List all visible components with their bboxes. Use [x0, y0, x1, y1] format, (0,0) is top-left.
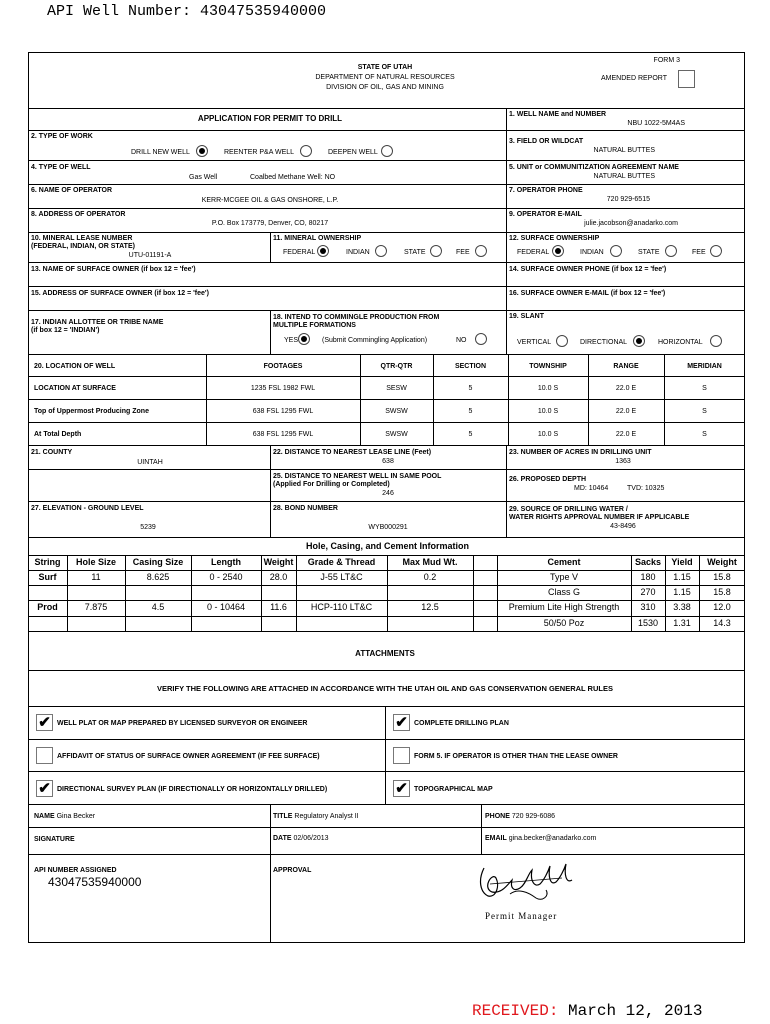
operator-phone-label: 7. OPERATOR PHONE — [509, 187, 583, 194]
operator-phone-value: 720 929-6515 — [606, 196, 650, 203]
casing-cell-max-mud-wt: 12.5 — [421, 602, 439, 612]
lease-line-distance-value: 638 — [382, 458, 394, 465]
water-source-value: 43-8496 — [610, 523, 636, 530]
surface-owner-address-label: 15. ADDRESS OF SURFACE OWNER (if box 12 = 'fee') — [31, 290, 209, 297]
topographical-map-checkbox[interactable] — [393, 780, 410, 797]
loc-cell-qtr-qtr: SWSW — [385, 408, 408, 415]
mineral-state-label: STATE — [404, 249, 426, 256]
surface-owner-phone-label: 14. SURFACE OWNER PHONE (if box 12 = 'fee') — [509, 266, 667, 273]
county-value: UINTAH — [137, 459, 163, 466]
field-label: 3. FIELD OR WILDCAT — [509, 138, 584, 145]
received-date: March 12, 2013 — [568, 1002, 703, 1020]
bond-number-label: 28. BOND NUMBER — [273, 505, 338, 512]
lease-number-value: UTU-01191-A — [128, 252, 172, 259]
commingle-note: (Submit Commingling Application) — [322, 337, 428, 344]
casing-cell-yield: 1.15 — [673, 587, 691, 597]
casing-cell-sacks: 310 — [640, 602, 656, 612]
casing-header-max-mud-wt: Max Mud Wt. — [402, 557, 458, 567]
title-label: TITLE — [273, 813, 293, 820]
coalbed-methane-value: Coalbed Methane Well: NO — [250, 174, 336, 181]
state-title: STATE OF UTAH — [357, 64, 413, 71]
operator-email-label: 9. OPERATOR E-MAIL — [509, 211, 582, 218]
affidavit-label: AFFIDAVIT OF STATUS OF SURFACE OWNER AGREEMENT (IF FEE SURFACE) — [57, 753, 320, 760]
lease-line-distance-label: 22. DISTANCE TO NEAREST LEASE LINE (Feet) — [273, 449, 432, 456]
reenter-label: REENTER P&A WELL — [224, 149, 295, 156]
loc-cell-qtr-qtr: SESW — [386, 385, 407, 392]
topographical-map-label: TOPOGRAPHICAL MAP — [414, 786, 493, 793]
casing-cell-string: Prod — [37, 602, 58, 612]
directional-survey-checkbox[interactable] — [36, 780, 53, 797]
mineral-fee-label: FEE — [456, 249, 470, 256]
surface-state-label: STATE — [638, 249, 660, 256]
casing-header-cement-weight: Weight — [707, 557, 737, 567]
name-label: NAME — [34, 813, 55, 820]
slant-directional-radio[interactable] — [633, 335, 645, 347]
slant-vertical-radio[interactable] — [556, 335, 568, 347]
loc-cell-footages: 638 FSL 1295 FWL — [252, 408, 314, 415]
casing-cell-weight: 28.0 — [269, 572, 288, 582]
received-stamp — [472, 1001, 702, 1021]
casing-cell-cement-weight: 12.0 — [713, 602, 731, 612]
amended-report-checkbox[interactable] — [678, 70, 695, 88]
check-icon: ✔ — [395, 714, 408, 731]
deepen-well-label: DEEPEN WELL — [328, 149, 378, 156]
loc-cell-range: 22.0 E — [615, 431, 637, 438]
check-icon: ✔ — [38, 780, 51, 797]
loc-cell-location-label: At Total Depth — [34, 431, 82, 438]
commingle-label: 18. INTEND TO COMMINGLE PRODUCTION FROM — [273, 314, 440, 321]
surface-fee-radio[interactable] — [710, 245, 722, 257]
loc-cell-township: 10.0 S — [537, 431, 559, 438]
casing-cell-length: 0 - 2540 — [209, 572, 243, 582]
division-title: DIVISION OF OIL, GAS AND MINING — [326, 84, 444, 91]
casing-cell-grade-thread: J-55 LT&C — [320, 572, 363, 582]
title-field — [273, 812, 359, 821]
well-plat-label: WELL PLAT OR MAP PREPARED BY LICENSED SURVEYOR OR ENGINEER — [57, 720, 308, 727]
manager-signature — [470, 858, 590, 908]
loc-header-township: TOWNSHIP — [529, 363, 567, 370]
elevation-label: 27. ELEVATION - GROUND LEVEL — [31, 505, 144, 512]
casing-cell-cement: Premium Lite High Strength — [508, 602, 620, 612]
casing-cell-cement-weight: 15.8 — [713, 572, 731, 582]
form-number: FORM 3 — [653, 57, 680, 64]
casing-header-length: Length — [211, 557, 241, 567]
surface-state-radio[interactable] — [665, 245, 677, 257]
county-label: 21. COUNTY — [31, 449, 73, 456]
mineral-federal-radio[interactable] — [317, 245, 329, 257]
mineral-federal-label: FEDERAL — [283, 249, 316, 256]
attachments-verify-text: VERIFY THE FOLLOWING ARE ATTACHED IN ACCORDANCE WITH THE UTAH OIL AND GAS CONSERVATION GENERAL RULES — [157, 684, 613, 693]
mineral-indian-radio[interactable] — [375, 245, 387, 257]
loc-cell-section: 5 — [468, 385, 473, 392]
form-5-label: FORM 5. IF OPERATOR IS OTHER THAN THE LEASE OWNER — [414, 753, 618, 760]
nearest-well-value: 246 — [382, 490, 394, 497]
mineral-fee-radio[interactable] — [475, 245, 487, 257]
casing-cell-casing-size: 4.5 — [151, 602, 165, 612]
loc-cell-location-label: Top of Uppermost Producing Zone — [34, 408, 149, 415]
casing-cell-grade-thread: HCP-110 LT&C — [310, 602, 373, 612]
loc-cell-section: 5 — [468, 431, 473, 438]
casing-header-hole-size: Hole Size — [75, 557, 116, 567]
tribe-name-sublabel: (if box 12 = 'INDIAN') — [31, 327, 100, 334]
operator-address-value: P.O. Box 173779, Denver, CO, 80217 — [211, 220, 329, 227]
casing-cell-string: Surf — [38, 572, 57, 582]
slant-vertical-label: VERTICAL — [517, 339, 552, 346]
commingle-no-label: NO — [456, 337, 467, 344]
casing-cell-cement: Class G — [547, 587, 580, 597]
casing-cell-length: 0 - 10464 — [206, 602, 246, 612]
api-well-number-header: API Well Number: 43047535940000 — [47, 3, 327, 20]
acres-value: 1363 — [615, 458, 631, 465]
surface-owner-email-label: 16. SURFACE OWNER E-MAIL (if box 12 = 'fee') — [509, 290, 666, 297]
elevation-value: 5239 — [140, 524, 156, 531]
field-value: NATURAL BUTTES — [593, 147, 655, 154]
phone-field — [485, 812, 555, 821]
loc-cell-township: 10.0 S — [537, 385, 559, 392]
loc-cell-meridian: S — [702, 431, 707, 438]
mineral-indian-label: INDIAN — [346, 249, 370, 256]
casing-header-string: String — [34, 557, 61, 567]
casing-header-sacks: Sacks — [634, 557, 662, 567]
drilling-plan-label: COMPLETE DRILLING PLAN — [414, 720, 509, 727]
casing-cell-cement: 50/50 Poz — [543, 618, 585, 628]
casing-header-cement: Cement — [547, 557, 581, 567]
lease-number-sublabel: (FEDERAL, INDIAN, OR STATE) — [31, 243, 135, 250]
date-label: DATE — [273, 835, 292, 842]
casing-cell-cement-weight: 14.3 — [713, 618, 731, 628]
check-icon: ✔ — [38, 714, 51, 731]
casing-cell-weight: 11.6 — [270, 602, 287, 612]
well-name-value: NBU 1022-5M4AS — [627, 120, 685, 127]
unit-agreement-value: NATURAL BUTTES — [593, 173, 655, 180]
loc-cell-section: 5 — [468, 408, 473, 415]
slant-horizontal-radio[interactable] — [710, 335, 722, 347]
mineral-ownership-label: 11. MINERAL OWNERSHIP — [273, 235, 362, 242]
email-label: EMAIL — [485, 835, 507, 842]
email-field — [485, 834, 596, 843]
check-icon: ✔ — [395, 780, 408, 797]
surface-fee-label: FEE — [692, 249, 706, 256]
casing-cell-max-mud-wt: 0.2 — [423, 572, 437, 582]
unit-agreement-label: 5. UNIT or COMMUNITIZATION AGREEMENT NAME — [509, 164, 679, 171]
casing-header-yield: Yield — [671, 557, 693, 567]
loc-cell-meridian: S — [702, 385, 707, 392]
casing-cell-cement: Type V — [549, 572, 578, 582]
surface-ownership-label: 12. SURFACE OWNERSHIP — [509, 235, 600, 242]
drill-new-well-label: DRILL NEW WELL — [131, 149, 190, 156]
drilling-plan-checkbox[interactable] — [393, 714, 410, 731]
surface-owner-name-label: 13. NAME OF SURFACE OWNER (if box 12 = 'fee') — [31, 266, 196, 273]
casing-cell-casing-size: 8.625 — [146, 572, 170, 582]
slant-label: 19. SLANT — [509, 313, 545, 320]
casing-cell-sacks: 180 — [640, 572, 656, 582]
department-title: DEPARTMENT OF NATURAL RESOURCES — [315, 74, 455, 81]
loc-cell-range: 22.0 E — [615, 408, 637, 415]
approval-label: APPROVAL — [273, 867, 312, 874]
slant-directional-label: DIRECTIONAL — [580, 339, 628, 346]
casing-cell-hole-size: 7.875 — [84, 602, 108, 612]
surface-federal-radio[interactable] — [552, 245, 564, 257]
casing-title: Hole, Casing, and Cement Information — [305, 541, 469, 551]
mineral-state-radio[interactable] — [430, 245, 442, 257]
operator-address-label: 8. ADDRESS OF OPERATOR — [31, 211, 126, 218]
proposed-depth-tvd: TVD: 10325 — [627, 485, 665, 492]
loc-cell-footages: 1235 FSL 1982 FWL — [250, 385, 316, 392]
casing-header-casing-size: Casing Size — [132, 557, 184, 567]
loc-cell-location-label: LOCATION AT SURFACE — [34, 385, 116, 392]
form-5-checkbox[interactable] — [393, 747, 410, 764]
proposed-depth-md: MD: 10464 — [574, 485, 609, 492]
loc-header-section: SECTION — [454, 363, 487, 370]
loc-header-meridian: MERIDIAN — [687, 363, 722, 370]
type-of-well-label: 4. TYPE OF WELL — [31, 164, 91, 171]
loc-cell-range: 22.0 E — [615, 385, 637, 392]
slant-horizontal-label: HORIZONTAL — [658, 339, 703, 346]
affidavit-checkbox[interactable] — [36, 747, 53, 764]
signature-label: SIGNATURE — [34, 836, 75, 843]
phone-value: 720 929-6086 — [511, 813, 556, 820]
received-label: RECEIVED: — [472, 1002, 559, 1020]
bond-number-value: WYB000291 — [368, 524, 408, 531]
date-field — [273, 834, 329, 843]
operator-name-label: 6. NAME OF OPERATOR — [31, 187, 113, 194]
attachments-title: ATTACHMENTS — [355, 649, 415, 658]
casing-cell-yield: 1.15 — [673, 572, 691, 582]
loc-cell-qtr-qtr: SWSW — [385, 431, 408, 438]
proposed-depth-label: 26. PROPOSED DEPTH — [509, 476, 587, 483]
loc-header-qtr-qtr: QTR-QTR — [380, 363, 413, 370]
drill-new-well-radio[interactable] — [196, 145, 208, 157]
commingle-sublabel: MULTIPLE FORMATIONS — [273, 322, 356, 329]
surface-indian-label: INDIAN — [580, 249, 604, 256]
casing-cell-sacks: 1530 — [637, 618, 659, 628]
lease-number-label: 10. MINERAL LEASE NUMBER — [31, 235, 133, 242]
water-source-sublabel: WATER RIGHTS APPROVAL NUMBER IF APPLICABLE — [509, 514, 690, 521]
phone-label: PHONE — [485, 813, 510, 820]
casing-cell-yield: 3.38 — [673, 602, 691, 612]
deepen-well-radio[interactable] — [381, 145, 393, 157]
casing-cell-yield: 1.31 — [673, 618, 691, 628]
well-name-label: 1. WELL NAME and NUMBER — [509, 111, 607, 118]
reenter-radio[interactable] — [300, 145, 312, 157]
surface-indian-radio[interactable] — [610, 245, 622, 257]
title-value: Regulatory Analyst II — [294, 813, 359, 820]
name-value: Gina Becker — [56, 813, 96, 820]
loc-cell-meridian: S — [702, 408, 707, 415]
casing-header-weight: Weight — [263, 557, 294, 567]
operator-name-value: KERR-MCGEE OIL & GAS ONSHORE, L.P. — [201, 197, 339, 204]
loc-cell-footages: 638 FSL 1295 FWL — [252, 431, 314, 438]
acres-label: 23. NUMBER OF ACRES IN DRILLING UNIT — [509, 449, 652, 456]
directional-survey-label: DIRECTIONAL SURVEY PLAN (IF DIRECTIONALLY OR HORIZONTALLY DRILLED) — [57, 786, 328, 793]
casing-header-grade-thread: Grade & Thread — [307, 557, 376, 567]
loc-header-footages: FOOTAGES — [263, 363, 303, 370]
commingle-yes-label: YES — [284, 337, 299, 344]
nearest-well-label: 25. DISTANCE TO NEAREST WELL IN SAME POOL — [273, 473, 442, 480]
commingle-no-radio[interactable] — [475, 333, 487, 345]
tribe-name-label: 17. INDIAN ALLOTTEE OR TRIBE NAME — [31, 319, 164, 326]
type-of-well-value: Gas Well — [189, 174, 218, 181]
name-field — [34, 812, 95, 821]
email-value: gina.becker@anadarko.com — [508, 835, 597, 842]
well-plat-checkbox[interactable] — [36, 714, 53, 731]
casing-cell-sacks: 270 — [640, 587, 656, 597]
operator-email-value: julie.jacobson@anadarko.com — [584, 220, 678, 227]
loc-cell-township: 10.0 S — [537, 408, 559, 415]
api-assigned-value: 43047535940000 — [48, 875, 142, 889]
date-value: 02/06/2013 — [293, 835, 329, 842]
surface-federal-label: FEDERAL — [517, 249, 550, 256]
permit-manager-caption: Permit Manager — [485, 911, 558, 921]
casing-cell-hole-size: 11 — [91, 572, 101, 582]
commingle-yes-radio[interactable] — [298, 333, 310, 345]
application-title: APPLICATION FOR PERMIT TO DRILL — [197, 114, 343, 123]
type-of-work-label: 2. TYPE OF WORK — [31, 133, 93, 140]
loc-header-range: RANGE — [613, 363, 639, 370]
water-source-label: 29. SOURCE OF DRILLING WATER / — [509, 506, 628, 513]
loc-header-location-label: 20. LOCATION OF WELL — [34, 363, 116, 370]
amended-report-label: AMENDED REPORT — [601, 75, 667, 82]
casing-cell-cement-weight: 15.8 — [713, 587, 731, 597]
api-assigned-label: API NUMBER ASSIGNED — [34, 867, 117, 874]
nearest-well-sublabel: (Applied For Drilling or Completed) — [273, 481, 390, 488]
